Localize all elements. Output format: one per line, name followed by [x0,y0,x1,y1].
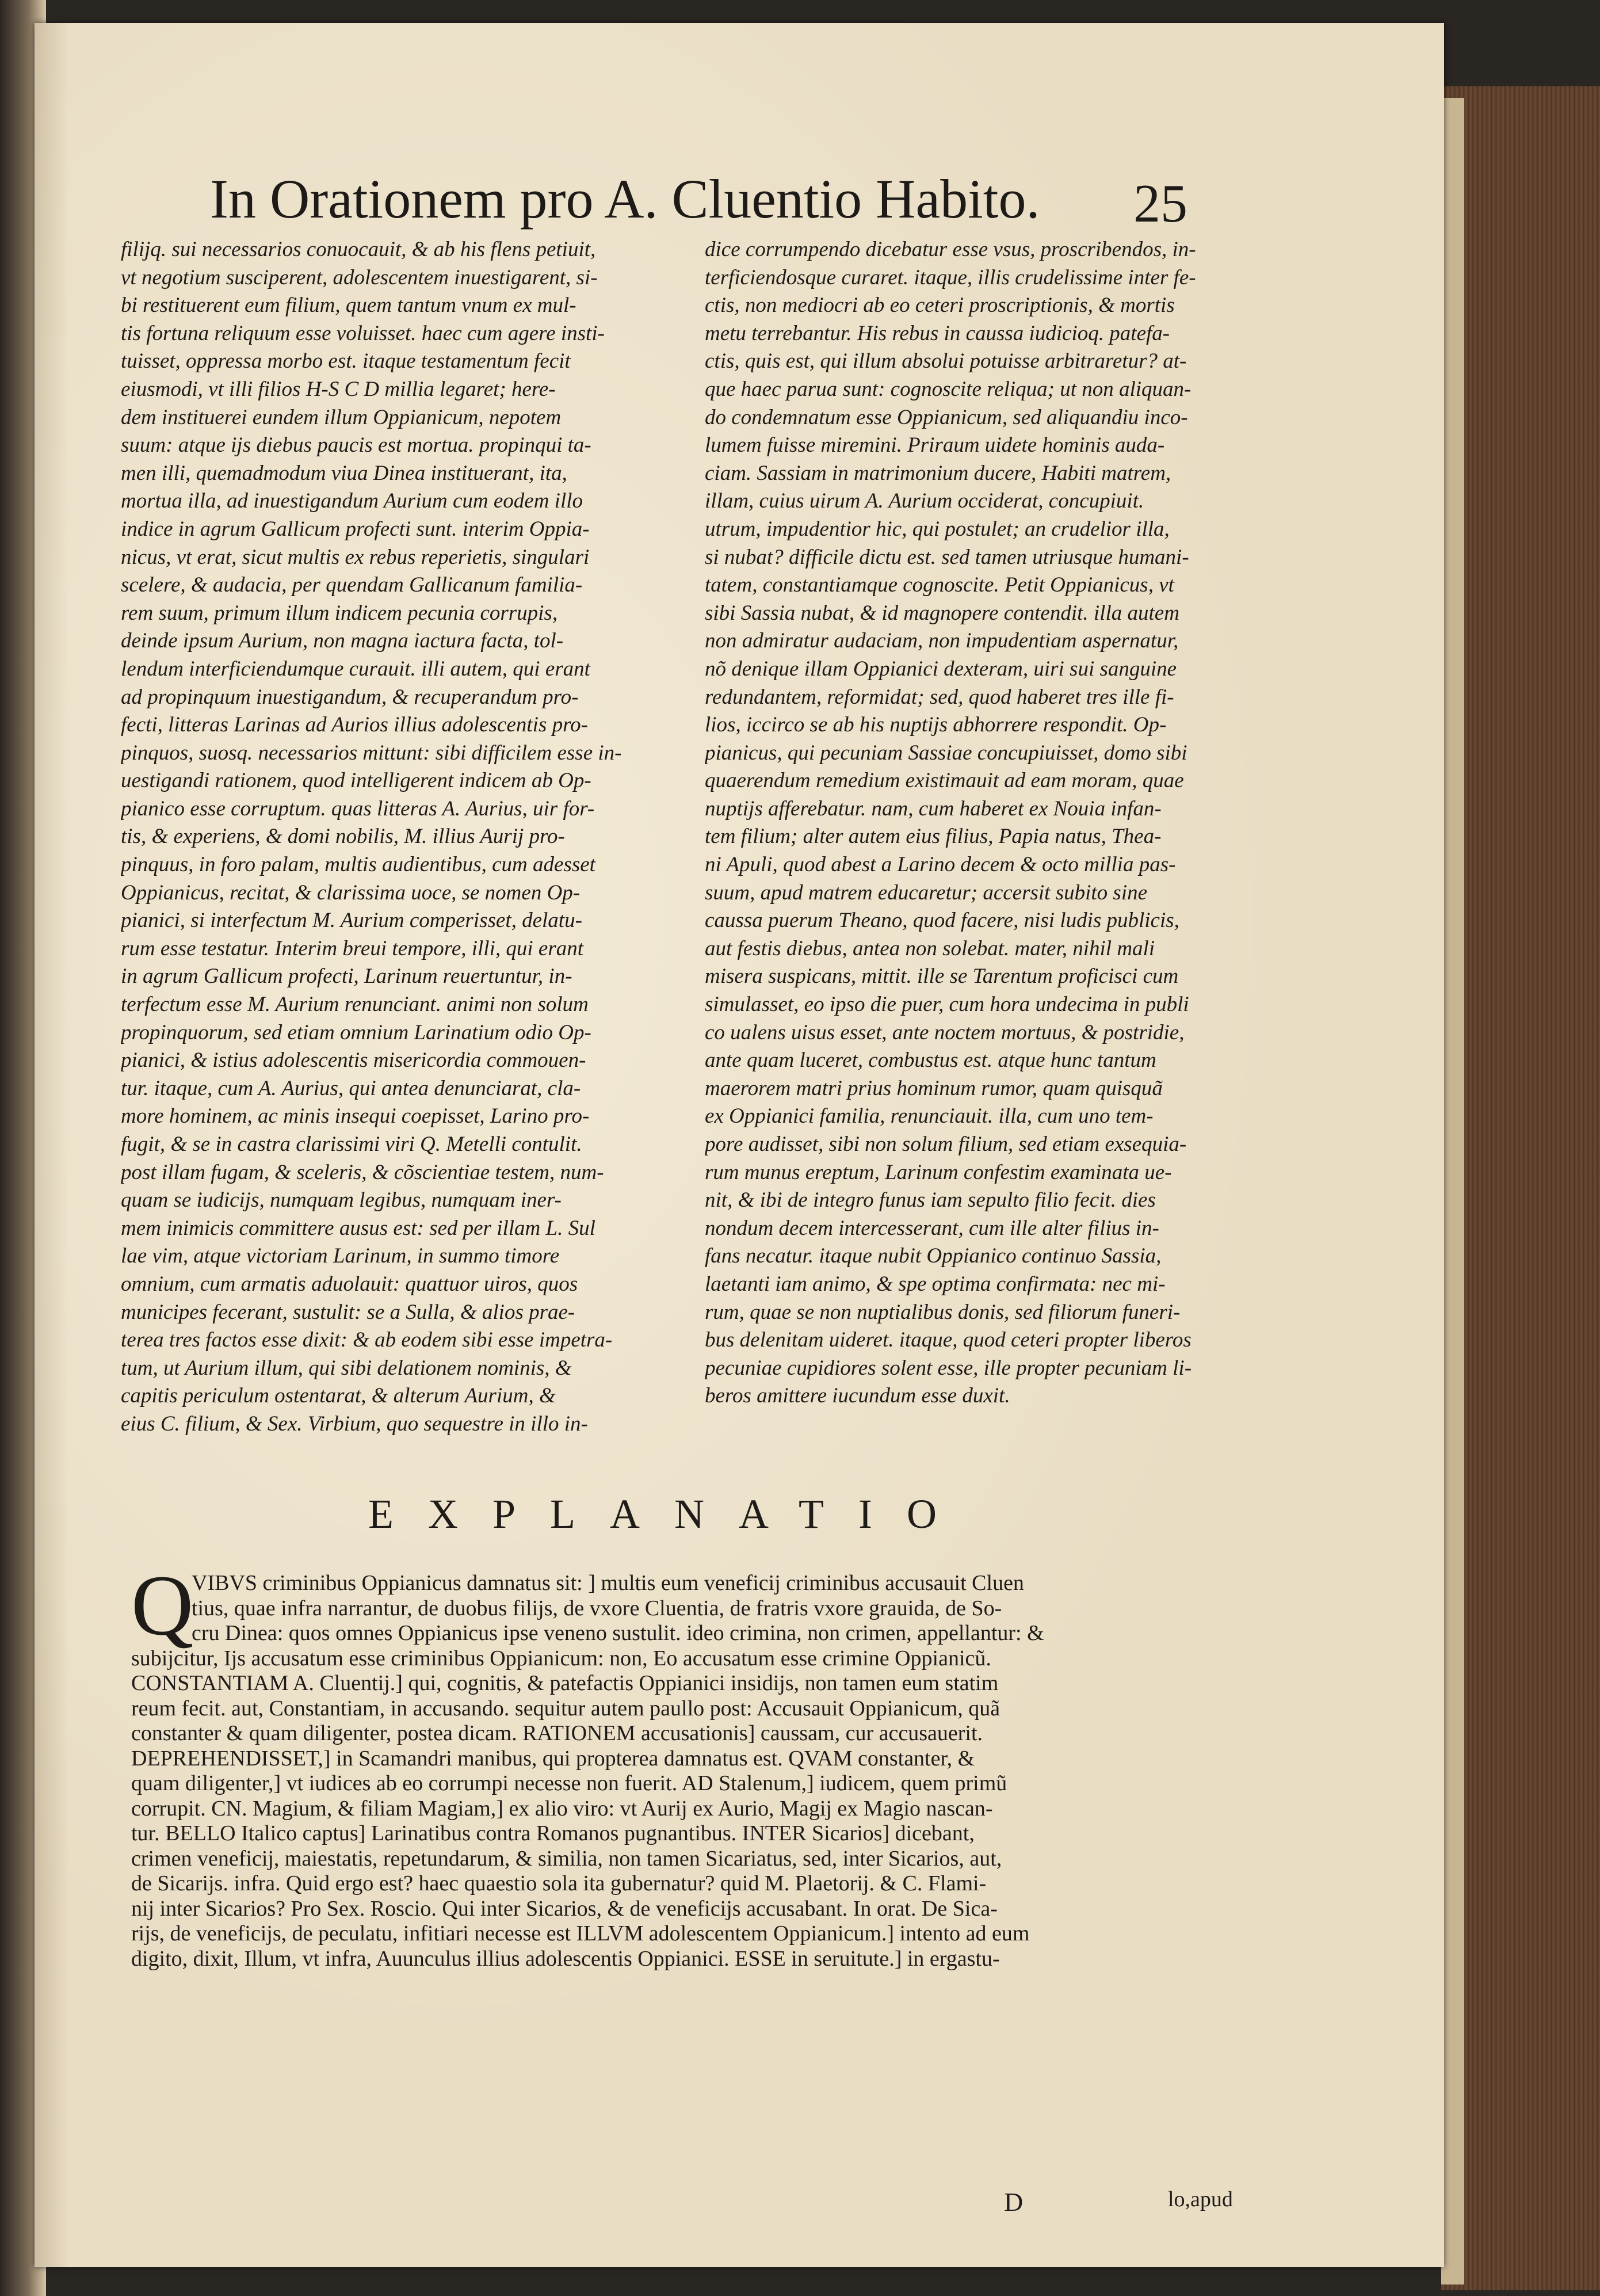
text-line: rem suum, primum illum indicem pecunia corrupis, [121,601,558,625]
text-line: bus delenitam uideret. itaque, quod ceteri propter liberos [705,1328,1192,1352]
text-line: nõ denique illam Oppianici dexteram, uiri sui sanguine [705,657,1177,681]
text-line: dice corrumpendo dicebatur esse vsus, proscribendos, in- [705,238,1196,261]
text-line: terea tres factos esse dixit: & ab eodem sibi esse impetra- [121,1328,613,1352]
commentary-line: corrupit. CN. Magium, & filiam Magiam,] ex alio viro: vt Aurij ex Aurio, Magij ex Magio nascan- [131,1796,993,1821]
drop-capital: Q [131,1558,194,1653]
text-line: deinde ipsum Aurium, non magna iactura facta, tol- [121,629,564,653]
folio-number: 25 [1133,174,1187,234]
commentary-line: rijs, de veneficijs, de peculatu, infitiari necesse est ILLVM adolescentem Oppianicum.] intento ad eum [131,1921,1030,1946]
text-line: nicus, vt erat, sicut multis ex rebus reperietis, singulari [121,545,590,569]
text-line: tuisset, oppressa morbo est. itaque testamentum fecit [121,349,571,373]
text-line: pianico esse corruptum. quas litteras A. Aurius, uir for- [121,796,595,821]
text-line: tis fortuna reliquum esse voluisset. haec cum agere insti- [121,321,605,345]
text-line: omnium, cum armatis aduolauit: quattuor uiros, quos [121,1272,578,1296]
text-line: scelere, & audacia, per quendam Gallicanum familia- [121,573,583,597]
text-line: tur. itaque, cum A. Aurius, qui antea denunciarat, cla- [121,1076,581,1100]
text-line: eius C. filium, & Sex. Virbium, quo sequestre in illo in- [121,1412,588,1436]
text-line: ex Oppianici familia, renunciauit. illa, cum uno tem- [705,1104,1154,1128]
text-line: do condemnatum esse Oppianicum, sed aliquandiu inco- [705,405,1188,429]
commentary-line: crimen veneficij, maiestatis, repetundarum, & similia, non tamen Sicariatus, sed, inter Sicarios, aut, [131,1846,1002,1871]
text-line: terfectum esse M. Aurium renunciant. animi non solum [121,993,589,1017]
text-line: quaerendum remedium existimauit ad eam moram, quae [705,769,1184,793]
text-line: terficiendosque curaret. itaque, illis crudelissime inter fe- [705,265,1196,289]
text-line: tum, ut Aurium illum, qui sibi delationem nominis, & [121,1356,572,1380]
commentary-line: de Sicarijs. infra. Quid ergo est? haec quaestio sola ita gubernatur? quid M. Plaetorij. & C. Flami- [131,1871,987,1895]
text-line: que haec parua sunt: cognoscite reliqua; ut non aliquan- [705,377,1192,401]
text-line: post illam fugam, & sceleris, & cõscientiae testem, num- [121,1160,604,1184]
text-line: aut festis diebus, antea non solebat. mater, nihil mali [705,936,1155,960]
text-line: fugit, & se in castra clarissimi viri Q. Metelli contulit. [121,1132,582,1156]
text-line: fans necatur. itaque nubit Oppianico continuo Sassia, [705,1244,1162,1268]
right-text-column [705,236,1248,1410]
text-line: capitis periculum ostentarat, & alterum Aurium, & [121,1384,556,1408]
text-line: pinquos, suosq. necessarios mittunt: sibi difficilem esse in- [121,741,622,765]
text-line: men illi, quemadmodum viua Dinea instituerant, ita, [121,461,567,485]
commentary-line: DEPREHENDISSET,] in Scamandri manibus, qui propterea damnatus est. QVAM constanter, & [131,1746,975,1771]
text-line: indice in agrum Gallicum profecti sunt. interim Oppia- [121,517,590,541]
text-line: simulasset, eo ipso die puer, cum hora undecima in publi [705,993,1189,1017]
text-line: tis, & experiens, & domi nobilis, M. illius Aurij pro- [121,825,565,849]
commentary-line: subijcitur, Ijs accusatum esse criminibus Oppianicum: non, Eo accusatum esse crimine Oppianicũ. [131,1646,991,1670]
text-line: mem inimicis committere ausus est: sed per illam L. Sul [121,1216,595,1240]
text-line: pianici, si interfectum M. Aurium comperisset, delatu- [121,909,582,933]
text-line: bi restituerent eum filium, quem tantum vnum ex mul- [121,293,576,318]
text-line: utrum, impudentior hic, qui postulet; an crudelior illa, [705,517,1170,541]
text-line: municipes fecerant, sustulit: se a Sulla, & alios prae- [121,1300,575,1324]
text-line: pore audisset, sibi non solum filium, sed etiam exsequia- [705,1132,1187,1156]
text-line: misera suspicans, mittit. ille se Tarentum proficisci cum [705,964,1179,989]
commentary-line: reum fecit. aut, Constantiam, in accusando. sequitur autem paullo post: Accusauit Oppianicum, quã [131,1696,1001,1721]
left-text-column [121,236,667,1439]
text-line: dem instituerei eundem illum Oppianicum, nepotem [121,405,562,429]
text-line: tatem, constantiamque cognoscite. Petit Oppianicus, vt [705,573,1174,597]
book-fore-edge [1441,86,1600,2290]
text-line: more hominem, ac minis insequi coepisset, Larino pro- [121,1104,590,1128]
page-edges [1441,98,1464,2284]
text-line: non admiratur audaciam, non impudentiam aspernatur, [705,629,1179,653]
text-line: ctis, non mediocri ab eo ceteri proscriptionis, & mortis [705,293,1175,318]
text-line: lios, iccirco se ab his nuptijs abhorrere respondit. Op- [705,713,1167,737]
commentary-line: CONSTANTIAM A. Cluentij.] qui, cognitis, & patefactis Oppianici insidijs, non tamen eum statim [131,1671,999,1695]
commentary-line: tur. BELLO Italico captus] Larinatibus contra Romanos pugnantibus. INTER Sicarios] dicebant, [131,1821,975,1845]
text-line: Oppianicus, recitat, & clarissima uoce, se nomen Op- [121,880,581,905]
text-line: quam se iudicijs, numquam legibus, numquam iner- [121,1188,562,1212]
text-line: redundantem, reformidat; sed, quod haberet tres ille fi- [705,685,1174,709]
running-header: In Orationem pro A. Cluentio Habito. [210,168,1040,230]
text-line: mortua illa, ad inuestigandum Aurium cum eodem illo [121,489,583,513]
section-heading: EXPLANATIO [368,1491,971,1537]
commentary-line: digito, dixit, Illum, vt infra, Auunculus illius adolescentis Oppianici. ESSE in seruitute.] in ergastu- [131,1946,1000,1971]
text-line: beros amittere iucundum esse duxit. [705,1384,1010,1408]
text-line: pianici, & istius adolescentis misericordia commouen- [121,1048,586,1073]
text-line: fecti, litteras Larinas ad Aurios illius adolescentis pro- [121,713,588,737]
text-line: lumem fuisse miremini. Priraum uidete hominis auda- [705,433,1165,457]
text-line: pianicus, qui pecuniam Sassiae concupiuisset, domo sibi [705,741,1187,765]
text-line: nuptijs afferebatur. nam, cum haberet ex Nouia infan- [705,796,1162,821]
catchword: lo,apud [1168,2187,1233,2211]
text-line: in agrum Gallicum profecti, Larinum reuertuntur, in- [121,964,572,989]
text-line: lae vim, atque victoriam Larinum, in summo timore [121,1244,560,1268]
commentary-line: cru Dinea: quos omnes Oppianicus ipse veneno sustulit. ideo crimina, non crimen, appellantur: & [192,1621,1044,1645]
text-line: rum esse testatur. Interim breui tempore, illi, qui erant [121,936,583,960]
text-line: illam, cuius uirum A. Aurium occiderat, concupiuit. [705,489,1144,513]
commentary-line: quam diligenter,] vt iudices ab eo corrumpi necesse non fuerit. AD Stalenum,] iudicem, quem primũ [131,1771,1007,1795]
text-line: rum munus ereptum, Larinum confestim examinata ue- [705,1160,1172,1184]
text-line: vt negotium susciperent, adolescentem inuestigarent, si- [121,265,598,289]
commentary-line: constanter & quam diligenter, postea dicam. RATIONEM accusationis] caussam, cur accusauerit. [131,1721,983,1745]
text-line: pinquus, in foro palam, multis audientibus, cum adesset [121,853,595,877]
text-line: propinquorum, sed etiam omnium Larinatium odio Op- [121,1020,591,1044]
text-line: nit, & ibi de integro funus iam sepulto filio fecit. dies [705,1188,1156,1212]
text-line: lendum interficiendumque curauit. illi autem, qui erant [121,657,590,681]
text-line: uestigandi rationem, quod intelligerent indicem ab Op- [121,769,591,793]
text-line: caussa puerum Theano, quod facere, nisi ludis publicis, [705,909,1179,933]
text-line: co ualens uisus esset, ante noctem mortuus, & postridie, [705,1020,1185,1044]
text-line: rum, quae se non nuptialibus donis, sed filiorum funeri- [705,1300,1181,1324]
text-line: maerorem matri prius hominum rumor, quam quisquã [705,1076,1163,1100]
text-line: suum, apud matrem educaretur; accersit subito sine [705,880,1148,905]
commentary-line: VIBVS criminibus Oppianicus damnatus sit: ] multis eum veneficij criminibus accusauit Cluen [192,1571,1024,1595]
text-line: eiusmodi, vt illi filios H-S C D millia legaret; here- [121,377,556,401]
text-line: ad propinquum inuestigandum, & recuperandum pro- [121,685,579,709]
text-line: nondum decem intercesserant, cum ille alter filius in- [705,1216,1159,1240]
signature-mark: D [1004,2187,1024,2217]
text-line: ciam. Sassiam in matrimonium ducere, Habiti matrem, [705,461,1171,485]
text-line: ni Apuli, quod abest a Larino decem & octo millia pas- [705,853,1176,877]
text-line: metu terrebantur. His rebus in caussa iudicioq. patefa- [705,321,1170,345]
text-line: pecuniae cupidiores solent esse, ille propter pecuniam li- [705,1356,1192,1380]
text-line: tem filium; alter autem eius filius, Papia natus, Thea- [705,825,1162,849]
text-line: suum: atque ijs diebus paucis est mortua. propinqui ta- [121,433,591,457]
text-line: ante quam luceret, combustus est. atque hunc tantum [705,1048,1156,1073]
commentary-block [131,1571,1242,1971]
text-line: si nubat? difficile dictu est. sed tamen utriusque humani- [705,545,1189,569]
commentary-line: tius, quae infra narrantur, de duobus filijs, de vxore Cluentia, de fratris vxore grauida, de So- [192,1596,1002,1620]
text-line: filijq. sui necessarios conuocauit, & ab his flens petiuit, [121,238,596,261]
text-line: ctis, quis est, qui illum absolui potuisse arbitraretur? at- [705,349,1187,373]
text-line: sibi Sassia nubat, & id magnopere contendit. illa autem [705,601,1179,625]
commentary-line: nij inter Sicarios? Pro Sex. Roscio. Qui inter Sicarios, & de veneficijs accusabant. In orat. De Sica- [131,1896,998,1921]
text-line: laetanti iam animo, & spe optima confirmata: nec mi- [705,1272,1166,1296]
